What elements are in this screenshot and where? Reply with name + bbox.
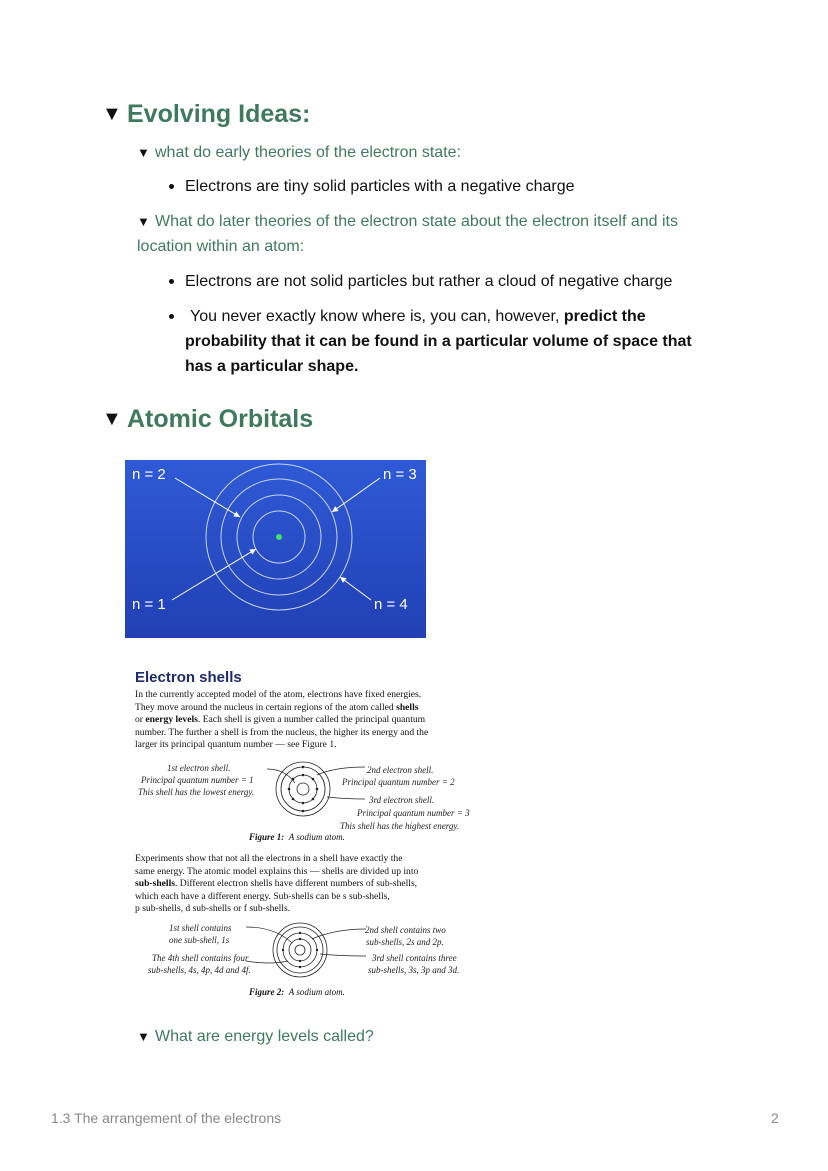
bullet-plain-text: You never exactly know where is, you can, however, (190, 308, 560, 325)
paragraph-line: number. The further a shell is from the nucleus, the higher its energy and the (135, 726, 429, 738)
fig1-label: This shell has the lowest energy. (138, 787, 255, 797)
label-n4: n = 4 (374, 596, 408, 613)
label-n2: n = 2 (132, 466, 166, 483)
electron (302, 766, 305, 769)
electron (312, 798, 315, 801)
sodium-atom-fig1 (265, 761, 365, 821)
paragraph-line: sub-shells. Different electron shells have different numbers of sub-shells, (135, 878, 418, 890)
excerpt-paragraph (135, 689, 485, 752)
fig1-caption: Figure 1: A sodium atom. (249, 832, 345, 842)
fig1-label: 1st electron shell. (167, 763, 231, 773)
question-text: what do early theories of the electron state: (155, 144, 461, 161)
bullet-bold-text: probability that it can be found in a particular volume of space that (185, 333, 692, 350)
electron (312, 778, 315, 781)
fig2-label: sub-shells, 3s, 3p and 3d. (368, 965, 460, 975)
fig2-leader (246, 961, 288, 963)
paragraph-line: same energy. The atomic model explains this — shells are divided up into (135, 865, 419, 877)
shells-svg (125, 460, 426, 638)
section-heading: Atomic Orbitals (127, 405, 314, 433)
fig2-leader (246, 927, 292, 943)
fig1-label: Principal quantum number = 2 (342, 777, 455, 787)
fig1-label: 2nd electron shell. (367, 765, 434, 775)
electron (316, 949, 318, 951)
fig1-label: Principal quantum number = 1 (141, 775, 254, 785)
sodium-atom-fig2 (240, 921, 370, 979)
excerpt-paragraph (135, 853, 485, 916)
fig2-label: sub-shells, 4s, 4p, 4d and 4f. (148, 965, 251, 975)
bullet-dot (169, 184, 174, 189)
electron (316, 788, 319, 791)
bullet-text (185, 304, 745, 329)
paragraph-line: which each have a different energy. Sub-shells can be s sub-shells, (135, 890, 390, 902)
paragraph-line: In the currently accepted model of the atom, electrons have fixed energies. (135, 689, 422, 700)
electron (299, 932, 301, 934)
fig2-ring (273, 923, 327, 977)
bullet-bold-text: predict the (563, 308, 646, 325)
bullet-dot (169, 279, 174, 284)
bullet-text: Electrons are tiny solid particles with a negative charge (185, 178, 575, 195)
fig1-label: Principal quantum number = 3 (357, 808, 470, 818)
electron (299, 966, 301, 968)
paragraph-line: larger its principal quantum number — see Figure 1. (135, 739, 337, 751)
fig1-leader (317, 767, 365, 775)
electron-shells-excerpt (125, 665, 485, 1005)
excerpt-title: Electron shells (135, 669, 242, 686)
section-heading: Evolving Ideas: (127, 100, 311, 128)
toggle-triangle-icon[interactable]: ▼ (137, 214, 150, 229)
atomic-shells-diagram (125, 460, 426, 638)
toggle-triangle-icon[interactable]: ▼ (137, 1029, 150, 1044)
bullet-bold-text: has a particular shape. (185, 358, 359, 375)
fig1-leader (327, 797, 365, 799)
fig2-label: 1st shell contains (169, 923, 232, 933)
paragraph-line: or energy levels. Each shell is given a number called the principal quantum (135, 714, 426, 726)
label-n3: n = 3 (383, 466, 417, 483)
electron (299, 960, 301, 962)
fig2-label: 3rd shell contains three (372, 953, 457, 963)
question-text: What are energy levels called? (155, 1028, 374, 1045)
fig2-label: one sub-shell, 1s (169, 935, 230, 945)
fig2-label: 2nd shell contains two (365, 925, 446, 935)
electron (288, 788, 291, 791)
label-n1: n = 1 (132, 596, 166, 613)
fig2-caption: Figure 2: A sodium atom. (249, 987, 345, 997)
fig2-ring (295, 945, 305, 955)
electron (282, 949, 284, 951)
nucleus-dot (276, 534, 282, 540)
fig2-label: The 4th shell contains four (152, 953, 249, 963)
electron (302, 774, 305, 777)
toggle-triangle-icon[interactable]: ▼ (102, 408, 122, 430)
electron (292, 798, 295, 801)
fig2-label: sub-shells, 2s and 2p. (366, 937, 444, 947)
question-text: What do later theories of the electron state about the electron itself and its (155, 213, 678, 230)
paragraph-line: Experiments show that not all the electrons in a shell have exactly the (135, 853, 403, 864)
bullet-text: Electrons are not solid particles but rather a cloud of negative charge (185, 273, 673, 290)
paragraph-line: They move around the nucleus in certain regions of the atom called shells (135, 701, 419, 713)
electron (302, 802, 305, 805)
paragraph-line: p sub-shells, d sub-shells or f sub-shells. (135, 903, 291, 915)
fig2-leader (312, 929, 366, 939)
footer-title: 1.3 The arrangement of the electrons (51, 1110, 282, 1126)
question-text: location within an atom: (137, 238, 305, 255)
fig1-label: This shell has the highest energy. (340, 821, 460, 831)
toggle-triangle-icon[interactable]: ▼ (102, 103, 122, 125)
fig2-ring (289, 939, 311, 961)
page-number: 2 (771, 1110, 779, 1126)
bullet-dot (169, 314, 174, 319)
fig1-ring (297, 783, 309, 795)
fig1-ring (281, 767, 325, 811)
fig1-ring (276, 762, 330, 816)
toggle-triangle-icon[interactable]: ▼ (137, 145, 150, 160)
fig1-label: 3rd electron shell. (369, 795, 435, 805)
electron (299, 938, 301, 940)
electron (302, 810, 305, 813)
